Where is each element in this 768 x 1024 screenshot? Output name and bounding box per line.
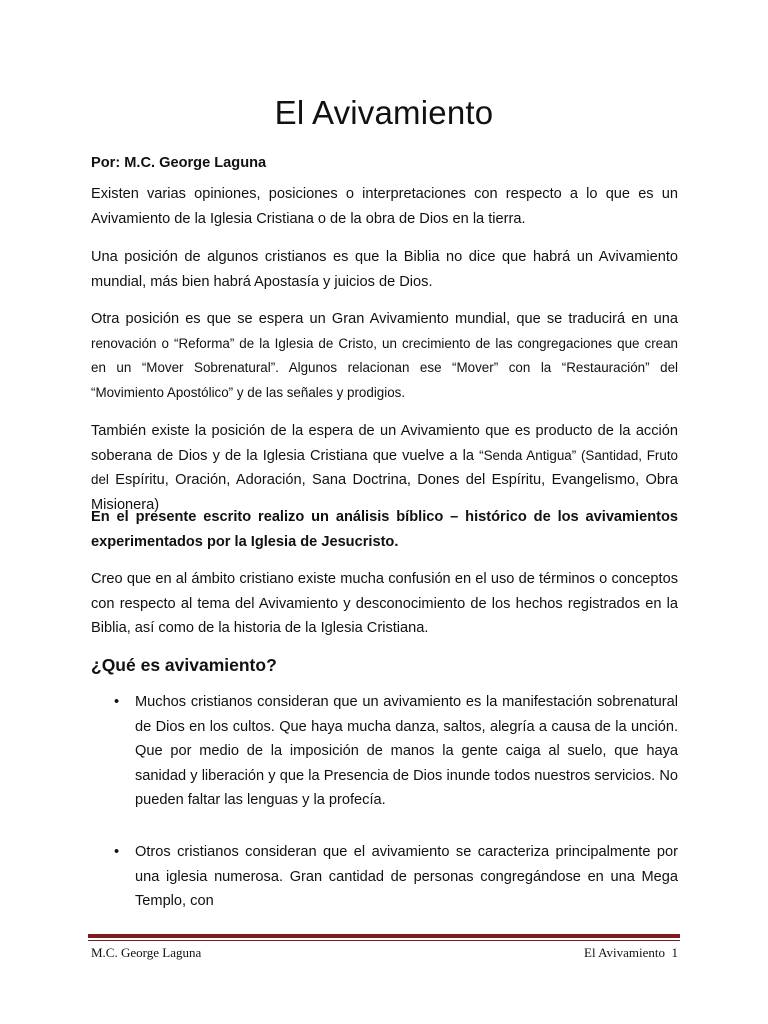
paragraph-3	[91, 307, 678, 405]
footer-page-label: El Avivamiento 1	[584, 945, 678, 960]
bullet-item-1: Muchos cristianos consideran que un avivamiento es la manifestación sobrenatural de Dios en los cultos. Que haya mucha danza, saltos, alegría a causa de la unción. Que por medio de la imposición de manos la gente caiga al suelo, que haya sanidad y liberación y que la Presencia de Dios inunde todos nuestros servicios. No pueden faltar las lenguas y la profecía.	[135, 694, 678, 808]
bold-paragraph: En el presente escrito realizo un análisis bíblico – histórico de los avivamientos experimentados por la Iglesia de Jesucristo.	[91, 509, 678, 550]
paragraph-6: Creo que en al ámbito cristiano existe mucha confusión en el uso de términos o conceptos con respecto al tema del Avivamiento y desconocimiento de los hechos registrados en la Biblia, así como de la historia de la Iglesia Cristiana.	[91, 571, 678, 636]
paragraph-4-tail: Espíritu, Oración, Adoración, Sana Doctrina, Dones del Espíritu, Evangelismo, Obra Misionera)	[91, 472, 678, 513]
footer-author: M.C. George Laguna	[91, 945, 202, 960]
author-line: Por: M.C. George Laguna	[91, 155, 267, 171]
paragraph-1: Existen varias opiniones, posiciones o interpretaciones con respecto a lo que es un Avivamiento de la Iglesia Cristiana o de la obra de Dios en la tierra.	[91, 186, 678, 227]
paragraph-2: Una posición de algunos cristianos es que la Biblia no dice que habrá un Avivamiento mundial, más bien habrá Apostasía y juicios de Dios.	[91, 249, 678, 290]
bullet-item-2: Otros cristianos consideran que el avivamiento se caracteriza principalmente por una iglesia numerosa. Gran cantidad de personas congregándose en una Mega Templo, con	[135, 844, 678, 909]
paragraph-4-small: “Senda Antigua” (Santidad, Fruto del	[91, 447, 679, 487]
paragraph-3-lead: Otra posición es que se espera un Gran Avivamiento mundial, que se traducirá en una	[91, 311, 678, 327]
paragraph-4-lead: También existe la posición de la espera de un Avivamiento que es producto de la acción soberana de Dios y de la Iglesia Cristiana que vuelve a la	[91, 423, 678, 464]
paragraph-4	[91, 419, 678, 517]
footer-rule	[88, 934, 680, 938]
section-heading: ¿Qué es avivamiento?	[91, 655, 277, 675]
footer-rule-thin	[88, 940, 680, 941]
paragraph-3-rest: renovación o “Reforma” de la Iglesia de Cristo, un crecimiento de las congregaciones que crean en un “Mover Sobrenatural”. Algunos relacionan ese “Mover” con la “Restauración” del “Movimiento Apostólico” y de las señales y prodigios.	[91, 335, 678, 400]
document-title: El Avivamiento	[274, 94, 494, 131]
bullet-marker: •	[114, 844, 120, 860]
bullet-marker: •	[114, 694, 120, 710]
